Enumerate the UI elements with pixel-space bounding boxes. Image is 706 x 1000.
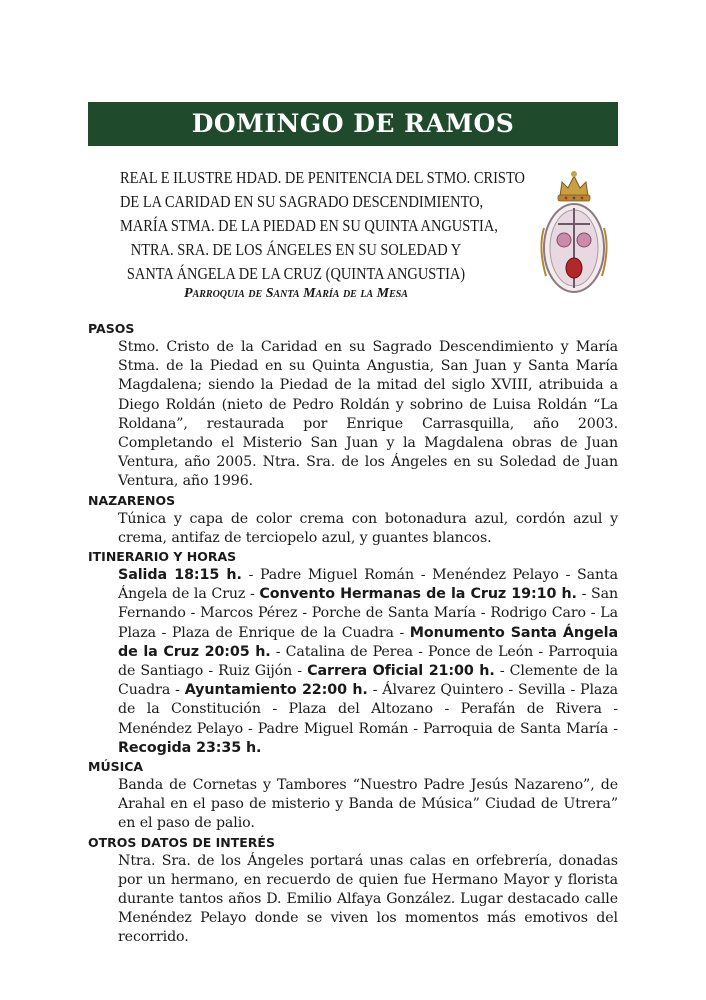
itinerary-route: - Clemente de la Cuadra - (118, 663, 619, 699)
itinerary-stop-time: Convento Hermanas de la Cruz 19:10 h. (259, 586, 577, 603)
itinerary-stop-time: Ayuntamiento 22:00 h. (184, 682, 368, 699)
section-title-musica: MÚSICA (88, 759, 144, 775)
page-title-banner (88, 102, 618, 146)
itinerary-stop-time: Salida 18:15 h. (118, 567, 242, 584)
brotherhood-line: NTRA. SRA. DE LOS ÁNGELES EN SU SOLEDAD Y (130, 240, 462, 259)
brotherhood-line: REAL E ILUSTRE HDAD. DE PENITENCIA DEL STMO. CRISTO (120, 168, 525, 187)
itinerary-stop-time: Monumento Santa Ángela de la Cruz 20:05 h. (118, 624, 618, 660)
brotherhood-name (120, 166, 525, 286)
itinerary-stop-time: Recogida 23:35 h. (118, 739, 262, 756)
section-text-pasos: Stmo. Cristo de la Caridad en su Sagrado Descendimiento y María Stma. de la Piedad en su Quinta Angustia, San Juan y Santa María Magdalena; siendo la Piedad de la mitad del siglo XVIII, atribuida a Diego Roldán (nieto de Pedro Roldán y sobrino de Luisa Roldán “La Roldana”, restaurada por Enrique Carrasquilla, año 2003. Completando el Misterio San Juan y la Magdalena obras de Juan Ventura, año 2005. Ntra. Sra. de los Ángeles en su Soledad de Juan Ventura, año 1996. (118, 339, 618, 490)
shield-icon (541, 204, 606, 292)
itinerary-route: - Padre Miguel Román - Menéndez Pelayo - Santa Ángela de la Cruz - (118, 567, 618, 603)
parish-name: Parroquia de Santa María de la Mesa (184, 286, 408, 301)
itinerary-route: - Catalina de Perea - Ponce de León - Parroquia de Santiago - Ruiz Gijón - (118, 643, 618, 680)
page-title: DOMINGO DE RAMOS (191, 109, 515, 138)
section-title-otros: OTROS DATOS DE INTERÉS (88, 834, 275, 850)
section-title-itinerario: ITINERARIO Y HORAS (88, 549, 237, 565)
section-title-nazarenos: NAZARENOS (88, 492, 176, 508)
section-text-otros: Ntra. Sra. de los Ángeles portará unas calas en orfebrería, donadas por un hermano, en recuerdo de quien fue Hermano Mayor y florista durante tantos años D. Emilio Alfaya González. Lugar destacado calle Menéndez Pelayo donde se viven los momentos más emotivos del recorrido. (118, 852, 618, 946)
section-text-nazarenos: Túnica y capa de color crema con botonadura azul, cordón azul y crema, antifaz de terciopelo azul, y guantes blancos. (118, 510, 618, 546)
itinerary-route: - Álvarez Quintero - Sevilla - Plaza de la Constitución - Plaza del Altozano - Perafán de Rivera - Menéndez Pelayo - Padre Miguel Román - Parroquia de Santa María - (118, 682, 619, 737)
section-text-itinerario (118, 566, 618, 758)
crown-icon (558, 171, 590, 201)
itinerary-route: - San Fernando - Marcos Pérez - Porche de Santa María - Rodrigo Caro - La Plaza - Plaza de Enrique de la Cuadra - (118, 586, 619, 641)
itinerary-stop-time: Carrera Oficial 21:00 h. (307, 663, 495, 680)
brotherhood-line: SANTA ÁNGELA DE LA CRUZ (QUINTA ANGUSTIA) (126, 264, 466, 283)
section-title-pasos: PASOS (88, 321, 135, 336)
brotherhood-line: DE LA CARIDAD EN SU SAGRADO DESCENDIMIENTO, (120, 192, 484, 211)
section-text-musica: Banda de Cornetas y Tambores “Nuestro Padre Jesús Nazareno”, de Arahal en el paso de misterio y Banda de Música” Ciudad de Utrera” en el paso de palio. (118, 777, 618, 832)
brotherhood-crest-icon (536, 168, 612, 300)
brotherhood-line: MARÍA STMA. DE LA PIEDAD EN SU QUINTA ANGUSTIA, (120, 216, 498, 235)
main-content (88, 320, 618, 948)
